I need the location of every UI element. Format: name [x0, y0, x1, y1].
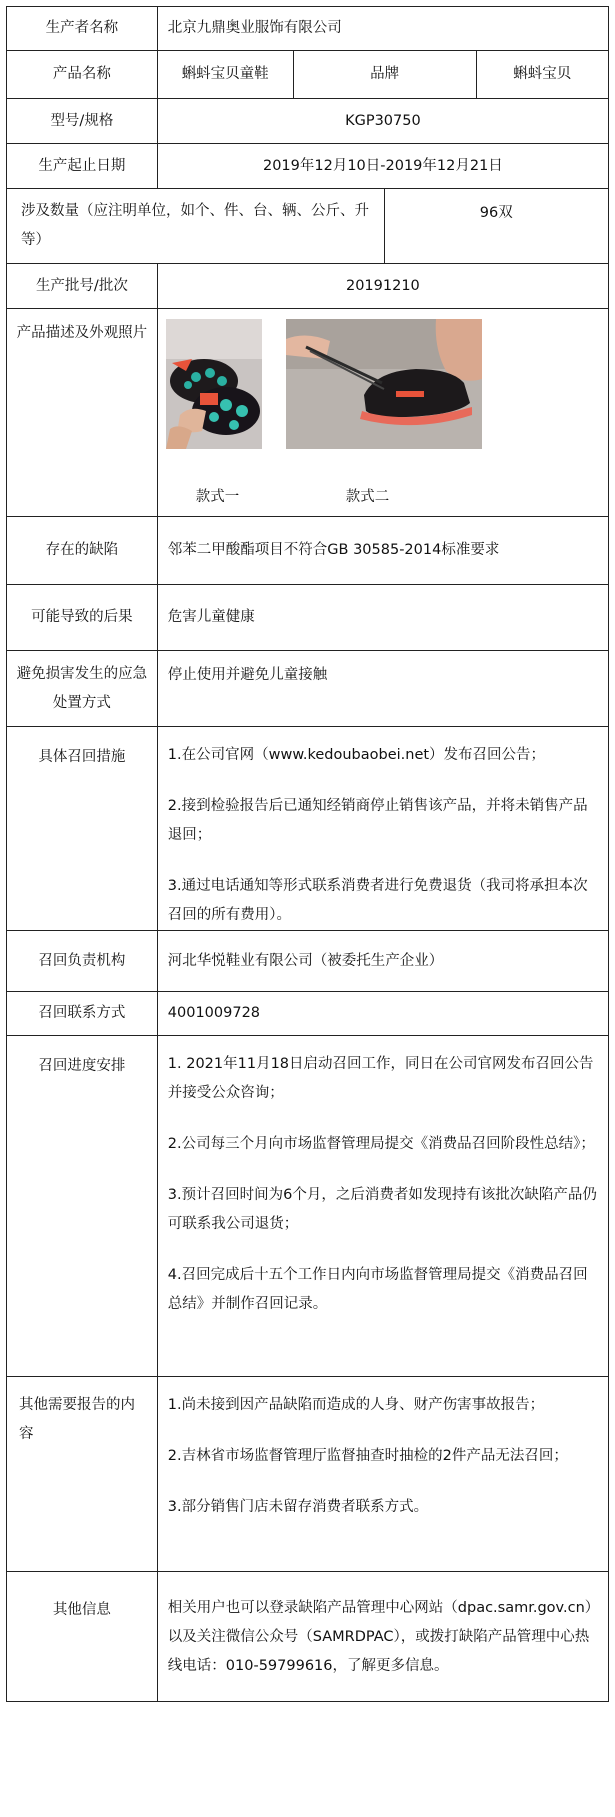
consequence-row: [7, 585, 609, 651]
product-name-value: 蝌蚪宝贝童鞋: [157, 51, 293, 99]
recall-measure-item: 3.通过电话通知等形式联系消费者进行免费退货（我司将承担本次召回的所有费用）。: [167, 878, 588, 923]
consequence-label: 可能导致的后果: [7, 585, 158, 651]
recall-schedule-row: [7, 1036, 609, 1377]
recall-schedule-item: 2.公司每三个月向市场监督管理局提交《消费品召回阶段性总结》；: [167, 1136, 595, 1152]
other-report-item: 3.部分销售门店未留存消费者联系方式。: [167, 1499, 429, 1515]
photo-caption-style-2: 款式二: [345, 489, 390, 505]
other-info-row: [7, 1572, 609, 1702]
model-label: 型号/规格: [7, 99, 158, 144]
quantity-row: [7, 189, 609, 264]
recall-measures-label: 具体召回措施: [7, 727, 158, 931]
other-report-label: 其他需要报告的内容: [7, 1377, 158, 1572]
product-photos-label: 产品描述及外观照片: [7, 309, 158, 517]
emergency-label: 避免损害发生的应急处置方式: [7, 651, 158, 727]
recall-org-value: 河北华悦鞋业有限公司（被委托生产企业）: [157, 931, 608, 992]
photo-area: [158, 319, 608, 513]
recall-contact-value: 4001009728: [157, 992, 608, 1036]
recall-contact-row: [7, 992, 609, 1036]
product-photo-style-1: [166, 319, 262, 449]
defect-label: 存在的缺陷: [7, 517, 158, 585]
brand-label: 品牌: [293, 51, 476, 99]
product-photos-row: [7, 309, 609, 517]
recall-measure-item: 1.在公司官网（www.kedoubaobei.net）发布召回公告；: [167, 747, 546, 763]
manufacturer-row: [7, 7, 609, 51]
model-value: KGP30750: [157, 99, 608, 144]
model-row: [7, 99, 609, 144]
defect-value: 邻苯二甲酸酯项目不符合GB 30585-2014标准要求: [157, 517, 608, 585]
consequence-value: 危害儿童健康: [157, 585, 608, 651]
recall-schedule-label: 召回进度安排: [7, 1036, 158, 1377]
recall-org-label: 召回负责机构: [7, 931, 158, 992]
product-photo-style-2: [286, 319, 482, 449]
product-name-label: 产品名称: [7, 51, 158, 99]
other-report-item: 1.尚未接到因产品缺陷而造成的人身、财产伤害事故报告；: [167, 1397, 545, 1413]
other-report-value: [157, 1377, 608, 1572]
recall-contact-label: 召回联系方式: [7, 992, 158, 1036]
recall-info-table: [6, 6, 609, 1702]
quantity-value: 96双: [384, 189, 608, 264]
other-report-item: 2.吉林省市场监督管理厅监督抽查时抽检的2件产品无法召回；: [167, 1448, 568, 1464]
batch-label: 生产批号/批次: [7, 264, 158, 309]
recall-schedule-value: [157, 1036, 608, 1377]
recall-measures-row: [7, 727, 609, 931]
product-photos-cell: [157, 309, 608, 517]
batch-row: [7, 264, 609, 309]
other-info-label: 其他信息: [7, 1572, 158, 1702]
defect-row: [7, 517, 609, 585]
recall-org-row: [7, 931, 609, 992]
recall-measures-value: [157, 727, 608, 931]
production-dates-value: 2019年12月10日-2019年12月21日: [157, 144, 608, 189]
other-report-row: [7, 1377, 609, 1572]
quantity-label: 涉及数量（应注明单位，如个、件、台、辆、公斤、升等）: [7, 189, 385, 264]
emergency-value: 停止使用并避免儿童接触: [157, 651, 608, 727]
production-dates-label: 生产起止日期: [7, 144, 158, 189]
product-row: [7, 51, 609, 99]
manufacturer-label: 生产者名称: [7, 7, 158, 51]
brand-value: 蝌蚪宝贝: [476, 51, 608, 99]
recall-schedule-item: 3.预计召回时间为6个月，之后消费者如发现持有该批次缺陷产品仍可联系我公司退货；: [167, 1187, 597, 1232]
production-dates-row: [7, 144, 609, 189]
recall-schedule-item: 1. 2021年11月18日启动召回工作，同日在公司官网发布召回公告并接受公众咨询；: [167, 1056, 594, 1101]
recall-measure-item: 2.接到检验报告后已通知经销商停止销售该产品，并将未销售产品退回；: [167, 798, 588, 843]
emergency-row: [7, 651, 609, 727]
recall-schedule-item: 4.召回完成后十五个工作日内向市场监督管理局提交《消费品召回总结》并制作召回记录。: [167, 1267, 588, 1312]
manufacturer-value: 北京九鼎奥业服饰有限公司: [157, 7, 608, 51]
batch-value: 20191210: [157, 264, 608, 309]
photo-caption-style-1: 款式一: [195, 489, 240, 505]
other-info-value: 相关用户也可以登录缺陷产品管理中心网站（dpac.samr.gov.cn）以及关注微信公众号（SAMRDPAC），或拨打缺陷产品管理中心热线电话：010-59799616，了解更多信息。: [157, 1572, 608, 1702]
